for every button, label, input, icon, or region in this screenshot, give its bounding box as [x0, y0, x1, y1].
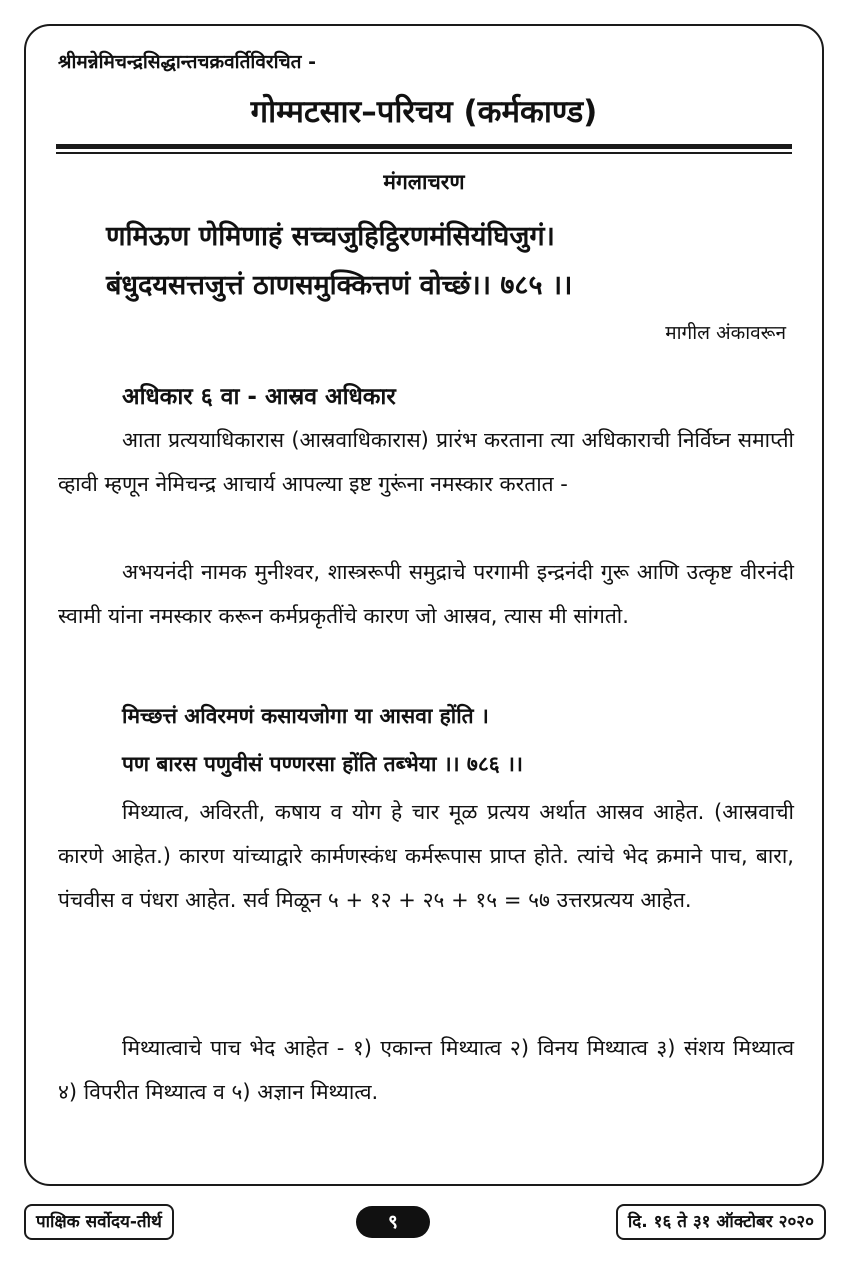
page-frame: [24, 24, 824, 1186]
footer-date: दि. १६ ते ३१ ऑक्टोबर २०२०: [616, 1204, 826, 1240]
paragraph-3: मिथ्यात्व, अविरती, कषाय व योग हे चार मूळ प्रत्यय अर्थात आस्रव आहेत. (आस्रवाची कारणे आहेत.) कारण यांच्याद्वारे कार्मणस्कंध कर्मरूपास प्राप्त होते. त्यांचे भेद क्रमाने पाच, बारा, पंचवीस व पंधरा आहेत. सर्व मिळून ५ + १२ + २५ + १५ = ५७ उत्तरप्रत्यय आहेत.: [58, 800, 794, 912]
footer-page-number: ९: [356, 1206, 430, 1238]
paragraph-2: अभयनंदी नामक मुनीश्वर, शास्त्ररूपी समुद्राचे परगामी इन्द्रनंदी गुरू आणि उत्कृष्ट वीरनंदी स्वामी यांना नमस्कार करून कर्मप्रकृतींचे कारण जो आस्रव, त्यास मी सांगतो.: [58, 560, 794, 628]
continued-note: मागील अंकावरून: [665, 322, 786, 344]
title-divider-thin: [56, 152, 792, 154]
chapter-heading: अधिकार ६ वा - आस्रव अधिकार: [122, 384, 396, 410]
title-divider-thick: [56, 144, 792, 149]
verse-786-line-2: पण बारस पणुवीसं पण्णरसा होंति तब्भेया ।। ७८६ ।।: [122, 752, 523, 776]
section-heading: मंगलाचरण: [383, 170, 465, 194]
book-title: गोम्मटसार–परिचय (कर्मकाण्ड): [250, 94, 598, 130]
source-attribution: श्रीमन्नेमिचन्द्रसिद्धान्तचक्रवर्तिविरचित -: [58, 51, 316, 73]
verse-786-line-1: मिच्छत्तं अविरमणं कसायजोगा या आसवा होंति ।: [122, 704, 489, 728]
invocation-verse-line-2: बंधुदयसत्तजुत्तं ठाणसमुक्कित्तणं वोच्छं।। ७८५ ।।: [106, 270, 573, 301]
paragraph-1: आता प्रत्ययाधिकारास (आस्रवाधिकारास) प्रारंभ करताना त्या अधिकाराची निर्विघ्न समाप्ती व्हावी म्हणून नेमिचन्द्र आचार्य आपल्या इष्ट गुरूंना नमस्कार करतात -: [58, 428, 794, 496]
invocation-verse-line-1: णमिऊण णेमिणाहं सच्चजुहिट्ठिरणमंसियंघिजुगं।: [106, 221, 555, 252]
paragraph-4: मिथ्यात्वाचे पाच भेद आहेत - १) एकान्त मिथ्यात्व २) विनय मिथ्यात्व ३) संशय मिथ्यात्व ४) विपरीत मिथ्यात्व व ५) अज्ञान मिथ्यात्व.: [58, 1036, 794, 1104]
footer-publication: पाक्षिक सर्वोदय-तीर्थ: [24, 1204, 174, 1240]
